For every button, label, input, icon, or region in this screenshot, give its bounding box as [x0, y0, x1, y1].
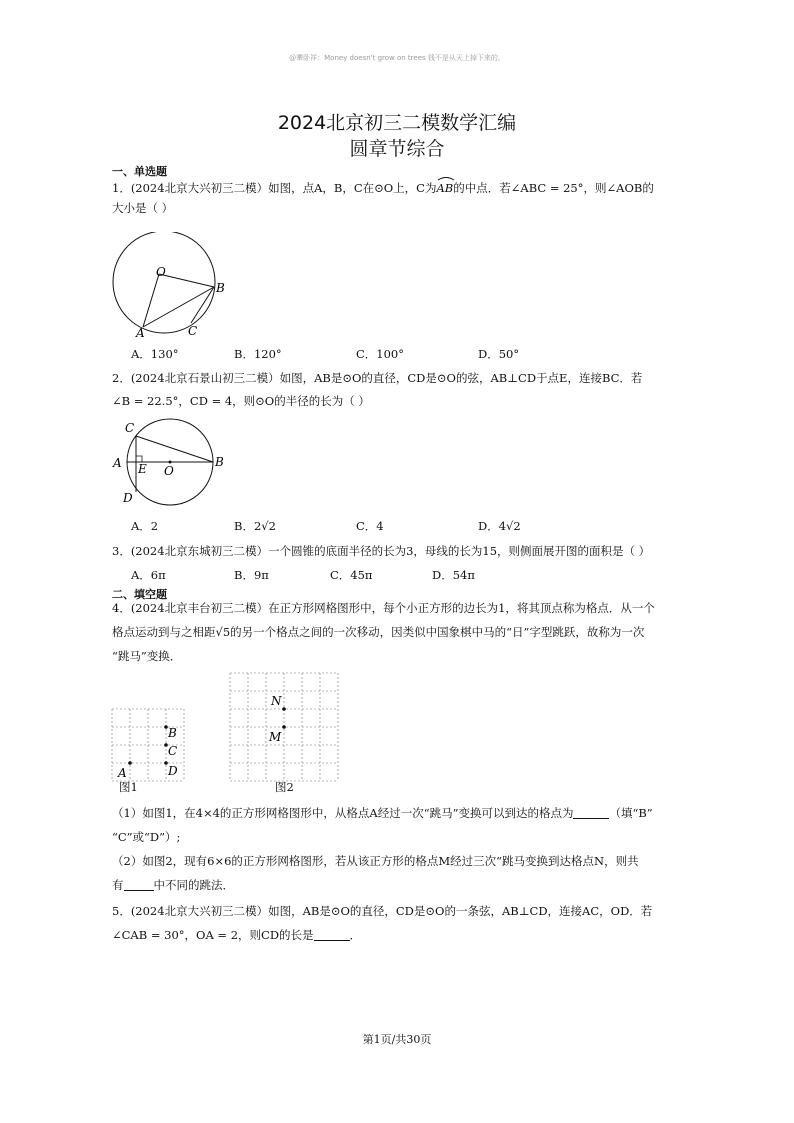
question-5-text-line1: 5．(2024北京大兴初三二模）如图，AB是⊙O的直径，CD是⊙O的一条弦，AB⊥CD，连接AC，OD．若	[112, 904, 653, 918]
question-3-option-b[interactable]: B．9π	[234, 568, 269, 582]
fig2-label-n: N	[271, 694, 282, 708]
question-4-sub1-stem: （1）如图1，在4×4的正方形网格图形中，从格点A经过一次“跳马”变换可以到达的格点为	[112, 806, 574, 820]
question-4-sub2-post: 中不同的跳法．	[153, 878, 234, 892]
question-5-stem: ∠CAB = 30°，OA = 2，则CD的长是	[112, 928, 314, 942]
q2-label-e: E	[138, 462, 147, 476]
q1-segment-bc	[191, 287, 214, 323]
fig1-label-d: D	[168, 764, 178, 778]
question-4-sub2-blank[interactable]	[124, 878, 154, 891]
question-1-option-d[interactable]: D．50°	[478, 347, 520, 361]
fig2-label-m: M	[269, 730, 282, 744]
question-1-text	[112, 178, 654, 196]
section-heading-fill-blank: 二、填空题	[112, 588, 167, 601]
question-4-sub2-pre: 有	[112, 878, 124, 892]
q1-label-a: A	[136, 326, 145, 340]
question-1-figure	[108, 232, 238, 344]
question-3-text: 3．(2024北京东城初三二模）一个圆锥的底面半径的长为3，母线的长为15，则侧面展开图的面积是（ ）	[112, 544, 651, 558]
question-5-tail: ．	[349, 928, 362, 942]
question-4-figure-2-caption: 图2	[275, 780, 294, 794]
question-2-option-a[interactable]: A．2	[131, 519, 159, 533]
q2-label-o: O	[164, 464, 174, 478]
question-4-text-line3: “跳马”变换．	[112, 649, 182, 663]
q2-label-a: A	[113, 456, 122, 470]
q1-segment-ob	[159, 274, 214, 287]
question-3-option-c[interactable]: C．45π	[330, 568, 373, 582]
section-heading-single-choice: 一、单选题	[112, 165, 167, 178]
question-1-option-a[interactable]: A．130°	[131, 347, 179, 361]
arc-mark-icon	[437, 176, 455, 181]
question-3-option-a[interactable]: A．6π	[131, 568, 166, 582]
question-1-option-c[interactable]: C．100°	[356, 347, 404, 361]
question-4-figure-1	[110, 707, 186, 783]
question-2-option-d[interactable]: D．4√2	[478, 519, 521, 533]
fig2-point-n	[282, 707, 286, 711]
question-4-figure-1-caption: 图1	[119, 780, 138, 794]
question-1-arc: AB	[437, 178, 454, 196]
fig2-point-m	[282, 725, 286, 729]
header-watermark: @犟卧祥：Money doesn't grow on trees 钱不是从天上掉下来的。	[289, 54, 505, 62]
question-4-sub2-line2	[112, 877, 234, 893]
question-4-figure-2	[228, 671, 340, 783]
question-2-figure	[110, 418, 236, 506]
question-1-stem-b: 的中点．若∠ABC = 25°，则∠AOB的	[453, 181, 654, 195]
question-2-option-c[interactable]: C．4	[356, 519, 384, 533]
q2-label-b: B	[215, 455, 224, 469]
question-2-text-line2: ∠B = 22.5°，CD = 4，则⊙O的半径的长为（ ）	[112, 394, 370, 408]
question-4-sub2-line1: （2）如图2，现有6×6的正方形网格图形，若从该正方形的格点M经过三次“跳马变换到达格点N，则共	[112, 854, 639, 868]
q2-label-d: D	[123, 491, 133, 505]
q1-label-b: B	[216, 281, 225, 295]
question-4-sub1-line2: “C”或“D”）;	[112, 830, 181, 844]
question-5-blank[interactable]	[314, 928, 350, 941]
fig1-point-a	[128, 761, 132, 765]
question-4-sub1-line1	[112, 805, 653, 821]
question-3-option-d[interactable]: D．54π	[432, 568, 475, 582]
question-4-text-line2: 格点运动到与之相距√5的另一个格点之间的一次移动，因类似中国象棋中马的“日”字型跳跃，故称为一次	[112, 625, 645, 639]
question-1-option-b[interactable]: B．120°	[234, 347, 282, 361]
question-2-text: 2．(2024北京石景山初三二模）如图，AB是⊙O的直径，CD是⊙O的弦，AB⊥CD于点E，连接BC．若	[112, 371, 643, 385]
fig1-label-c: C	[168, 744, 178, 758]
question-5-text-line2	[112, 927, 361, 943]
question-2-option-b[interactable]: B．2√2	[234, 519, 276, 533]
page-footer: 第1页/共30页	[362, 1033, 432, 1046]
q2-label-c: C	[125, 421, 135, 435]
q1-circle	[113, 232, 215, 333]
question-1-text-line2: 大小是（ ）	[112, 201, 174, 215]
q2-segment-cb	[136, 436, 213, 462]
page-subtitle: 圆章节综合	[349, 138, 445, 160]
question-4-text-line1: 4．(2024北京丰台初三二模）在正方形网格图形中，每个小正方形的边长为1，将其顶点称为格点．从一个	[112, 601, 655, 615]
question-4-sub1-tail: （填“B”	[609, 806, 653, 820]
page-title: 2024北京初三二模数学汇编	[277, 112, 517, 134]
question-1-stem-a: 1．(2024北京大兴初三二模）如图，点A，B，C在⊙O上，C为	[112, 181, 437, 195]
q1-label-c: C	[188, 324, 198, 338]
q1-label-o: O	[156, 265, 166, 279]
fig1-label-b: B	[168, 726, 177, 740]
fig1-label-a: A	[118, 766, 127, 780]
question-4-sub1-blank[interactable]	[573, 806, 609, 819]
